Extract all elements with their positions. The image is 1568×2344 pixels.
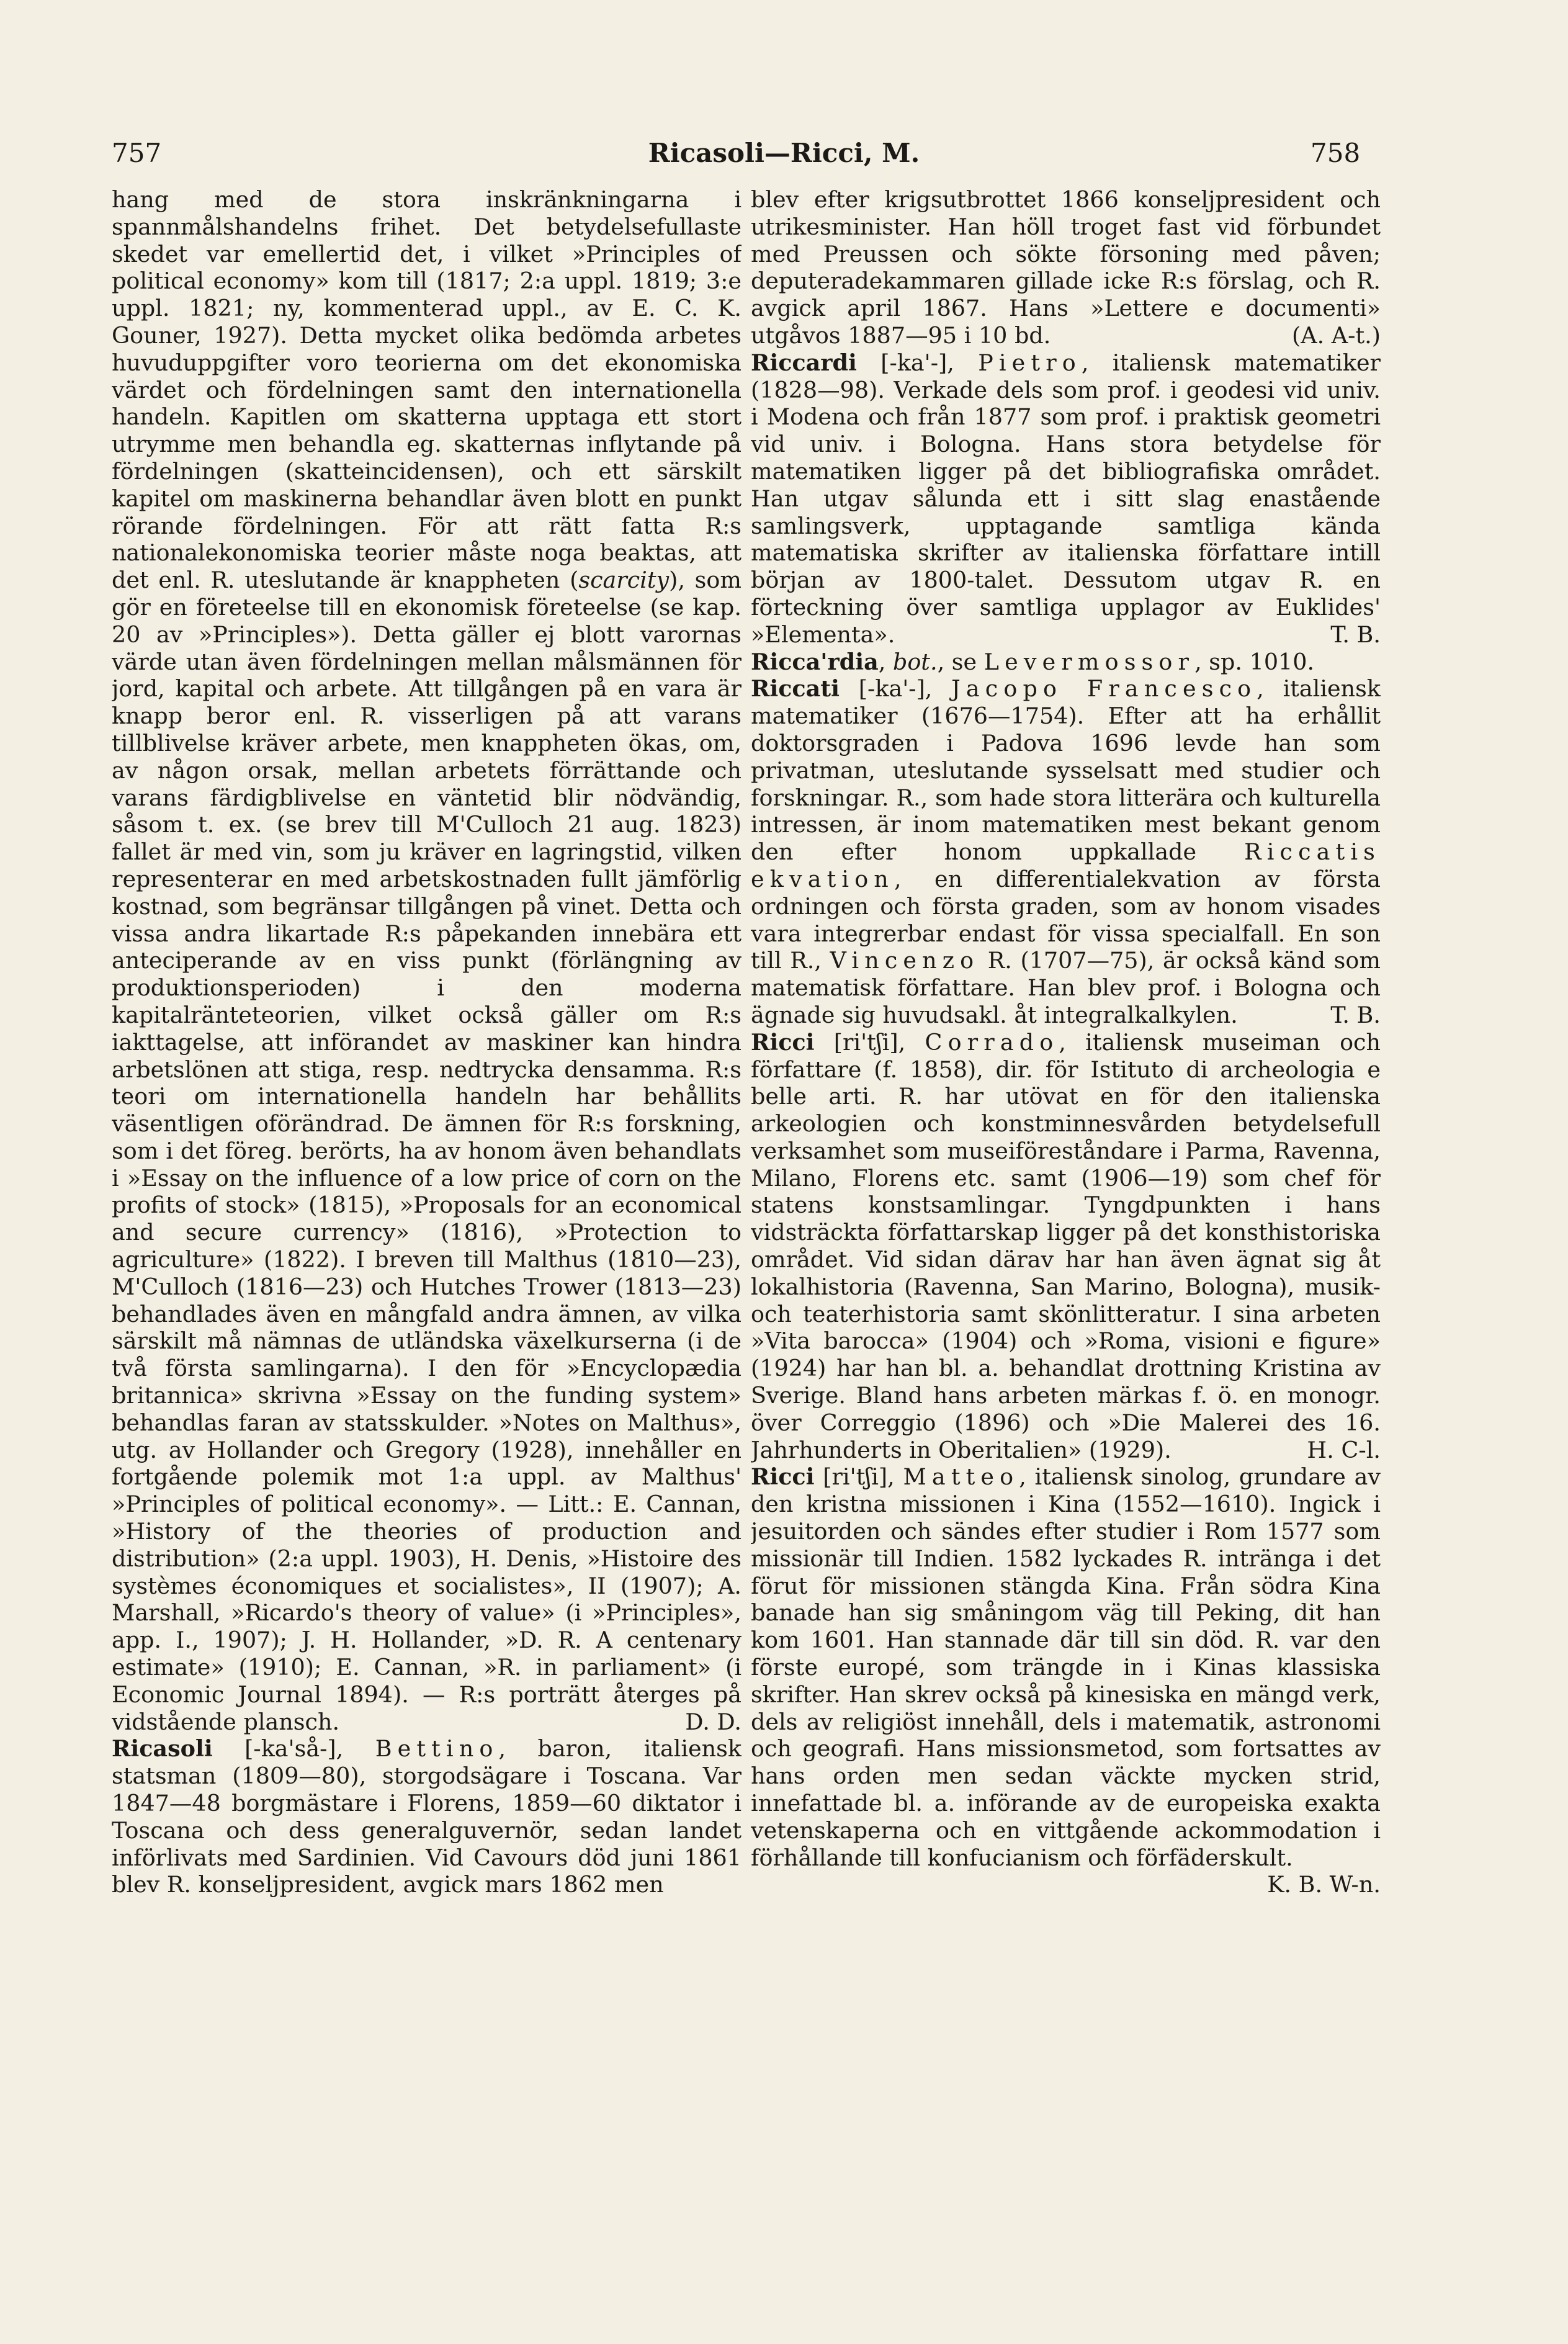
entry-ricardo-continuation <box>112 186 741 1735</box>
page-number-right: 758 <box>1310 138 1361 168</box>
given-name: Jacopo Francesco <box>951 675 1257 703</box>
entry-text: , italiensk museiman och författare (f. 1858), dir. för Istituto di archeologia e belle arti. R. har utövat en för den italienska arkeologien och konstminnesvården betydelsefull verksamhet som museiföreståndare i Parma, Ravenna, Milano, Florens etc. samt (1906—19) som chef för statens konstsamlingar. Tyngdpunkten i hans vidsträckta författarskap ligger på det konsthistoriska området. Vid sidan därav har han även ägnat sig åt lokalhistoria (Ravenna, San Marino, Bologna), musik- och teaterhistoria samt skönlitteratur. I sina arbeten »Vita barocca» (1904) och »Roma, visioni e figure» (1924) har han bl. a. behandlat drottning Kristina av Sverige. Bland hans arbeten märkas f. ö. en monogr. över Correggio (1896) och »Die Malerei des 16. Jahrhunderts in Oberitalien» (1929). <box>751 1028 1381 1463</box>
page-number-left: 757 <box>112 138 162 168</box>
entry-headword: Ricasoli <box>112 1735 213 1762</box>
author-signature: K. B. W-n. <box>1267 1871 1381 1898</box>
author-signature: H. C-l. <box>1307 1436 1381 1463</box>
author-signature: D. D. <box>685 1708 741 1735</box>
author-signature: (A. A-t.) <box>1291 321 1381 349</box>
right-column <box>751 186 1381 2296</box>
entry-text: , se <box>937 648 984 675</box>
entry-italic: bot. <box>892 648 938 675</box>
cross-reference: Levermossor <box>983 648 1195 675</box>
entry-ricci-matteo <box>751 1463 1381 1898</box>
entry-italic: scarcity <box>578 567 670 594</box>
entry-text: ), som gör en företeelse till en ekonomisk företeelse (se kap. 20 av »Principles»). Detta gäller ej blott varornas värde utan även fördelningen mellan målsmännen för jord, kapital och arbete. Att tillgången på en vara är knapp beror enl. R. visserligen på att varans tillblivelse kräver arbete, men knappheten ökas, om, av någon orsak, mellan arbetets förrättande och varans färdigblivelse en väntetid blir nödvändig, såsom t. ex. (se brev till M'Culloch 21 aug. 1823) fallet är med vin, som ju kräver en lagringstid, vilken representerar en med arbetskostnaden fullt jämförlig kostnad, som begränsar tillgången på vinet. Detta och vissa andra likartade R:s påpekanden innebära ett anteciperande av en viss punkt (förlängning av produktionsperioden) i den moderna kapitalränteteorien, vilket också gäller om R:s iakttagelse, att införandet av maskiner kan hindra arbetslönen att stiga, resp. nedtrycka densamma. R:s teori om internationella handeln har behållits väsentligen oförändrad. De ämnen för R:s forskning, som i det föreg. berörts, ha av honom även behandlats i »Essay on the influence of a low price of corn on the profits of stock» (1815), »Proposals for an economical and secure currency» (1816), »Protection to agriculture» (1822). I breven till Malthus (1810—23), M'Culloch (1816—23) och Hutches Trower (1813—23) behandlades även en mångfald andra ämnen, av vilka särskilt må nämnas de utländska växelkurserna (i de två första samlingarna). I den för »Encyclopædia britannica» skrivna »Essay on the funding system» behandlas faran av statsskulder. »Notes on Malthus», utg. av Hollander och Gregory (1928), innehåller en fortgående polemik mot 1:a uppl. av Malthus' »Principles of political economy». — Litt.: E. Cannan, »History of the theories of production and distribution» (2:a uppl. 1903), H. Denis, »Histoire des systèmes économiques et socialistes», II (1907); A. Marshall, »Ricardo's theory of value» (i »Principles», app. I., 1907); J. H. Hollander, »D. R. A centenary estimate» (1910); E. Cannan, »R. in parliament» (i Economic Journal 1894). — R:s porträtt återges på vidstående plansch. <box>112 567 741 1735</box>
given-name: Vincenzo <box>830 947 980 974</box>
entry-text: , italiensk matematiker (1676—1754). Efter att ha erhållit doktorsgraden i Padova 1696 levde han som privatman, uteslutande sysselsatt med studier och forskningar. R., som hade stora litterära och kulturella intressen, är inom matematiken mest bekant genom den efter honom uppkallade <box>751 675 1381 866</box>
left-column <box>112 186 741 2296</box>
entry-ricasoli <box>112 1735 741 1898</box>
pronunciation: [-ka'-], <box>856 349 979 376</box>
spaced-term: Riccatis ekvation <box>751 838 1381 892</box>
given-name: Bettino <box>375 1735 499 1762</box>
entry-headword: Riccati <box>751 675 840 703</box>
given-name: Matteo <box>903 1463 1019 1491</box>
entry-text: blev efter krigsutbrottet 1866 konseljpresident och utrikesminister. Han höll troget fast vid förbundet med Preussen och sökte försoning med påven; deputeradekammaren gillade icke R:s förslag, och R. avgick april 1867. Hans »Lettere e documenti» utgåvos 1887—95 i 10 bd. <box>751 186 1381 349</box>
entry-riccardi <box>751 349 1381 649</box>
pronunciation: [-ka'så-], <box>212 1735 375 1762</box>
entry-text: , en differentialekvation av första ordningen och första graden, som av honom visades vara integrerbar endast för vissa specialfall. En son till R., <box>751 865 1381 974</box>
author-signature: T. B. <box>1330 1001 1381 1028</box>
pronunciation: [ri'tʃi], <box>814 1028 925 1056</box>
given-name: Pietro <box>978 349 1082 376</box>
entry-riccati <box>751 675 1381 1028</box>
pronunciation: [ri'tʃi], <box>814 1463 903 1491</box>
entry-headword: Riccardi <box>751 349 857 376</box>
page-header <box>0 0 1568 168</box>
entry-text: , italiensk sinolog, grundare av den kristna missionen i Kina (1552—1610). Ingick i jesuitorden och sändes efter studier i Rom 1577 som missionär till Indien. 1582 lyckades R. intränga i det förut för missionen stängda Kina. Från södra Kina banade han sig småningom väg till Peking, dit han kom 1601. Han stannade där till sin död. R. var den förste europé, som trängde in i Kinas klassiska skrifter. Han skrev också på kinesiska en mängd verk, dels av religiöst innehåll, dels i matematik, astronomi och geografi. Hans missionsmetod, som fortsattes av hans orden men sedan väckte mycken strid, innefattade bl. a. införande av de europeiska exakta vetenskaperna och en vittgående ackommodation i förhållande till konfucianism och förfäderskult. <box>751 1463 1381 1871</box>
entry-headword: Ricci <box>751 1463 815 1491</box>
entry-text: , italiensk matematiker (1828—98). Verkade dels som prof. i geodesi vid univ. i Modena och från 1877 som prof. i praktisk geometri vid univ. i Bologna. Hans stora betydelse för matematiken ligger på det bibliografiska området. Han utgav sålunda ett i sitt slag enastående samlingsverk, upptagande samtliga kända matematiska skrifter av italienska författare intill början av 1800-talet. Dessutom utgav R. en förteckning över samtliga upplagor av Euklides' »Elementa». <box>751 349 1381 648</box>
entry-text: hang med de stora inskränkningarna i spannmålshandelns frihet. Det betydelsefullaste skedet var emellertid det, i vilket »Principles of political economy» kom till (1817; 2:a uppl. 1819; 3:e uppl. 1821; ny, kommenterad uppl., av E. C. K. Gouner, 1927). Detta mycket olika bedömda arbetes huvuduppgifter voro teorierna om det ekonomiska värdet och fördelningen samt den internationella handeln. Kapitlen om skatterna upptaga ett stort utrymme men behandla eg. skatternas inflytande på fördelningen (skatteincidensen), och ett särskilt kapitel om maskinerna behandlar även blott en punkt rörande fördelningen. För att rätt fatta R:s nationalekonomiska teorier måste noga beaktas, att det enl. R. uteslutande är knappheten ( <box>112 186 741 594</box>
entry-ricasoli-continuation <box>751 186 1381 349</box>
entry-ricci-corrado <box>751 1029 1381 1464</box>
running-head: Ricasoli—Ricci, M. <box>648 138 920 168</box>
author-signature: T. B. <box>1330 621 1381 648</box>
entry-text: , baron, italiensk statsman (1809—80), storgodsägare i Toscana. Var 1847—48 borgmästare i Florens, 1859—60 diktator i Toscana och dess generalguvernör, sedan landet införlivats med Sardinien. Vid Cavours död juni 1861 blev R. konseljpresident, avgick mars 1862 men <box>112 1735 741 1898</box>
entry-headword: Ricci <box>751 1028 815 1056</box>
entry-text: R. (1707—75), är också känd som matematisk författare. Han blev prof. i Bologna och ägnade sig huvudsakl. åt integralkalkylen. <box>751 947 1381 1028</box>
entry-headword: Ricca'rdia <box>751 648 879 675</box>
entry-text: , sp. 1010. <box>1194 648 1315 675</box>
pronunciation: [-ka'-], <box>840 675 952 703</box>
entry-riccardia: Ricca'rdia, bot., se Levermossor, sp. 1010. <box>751 648 1315 675</box>
given-name: Corrado <box>925 1028 1059 1056</box>
